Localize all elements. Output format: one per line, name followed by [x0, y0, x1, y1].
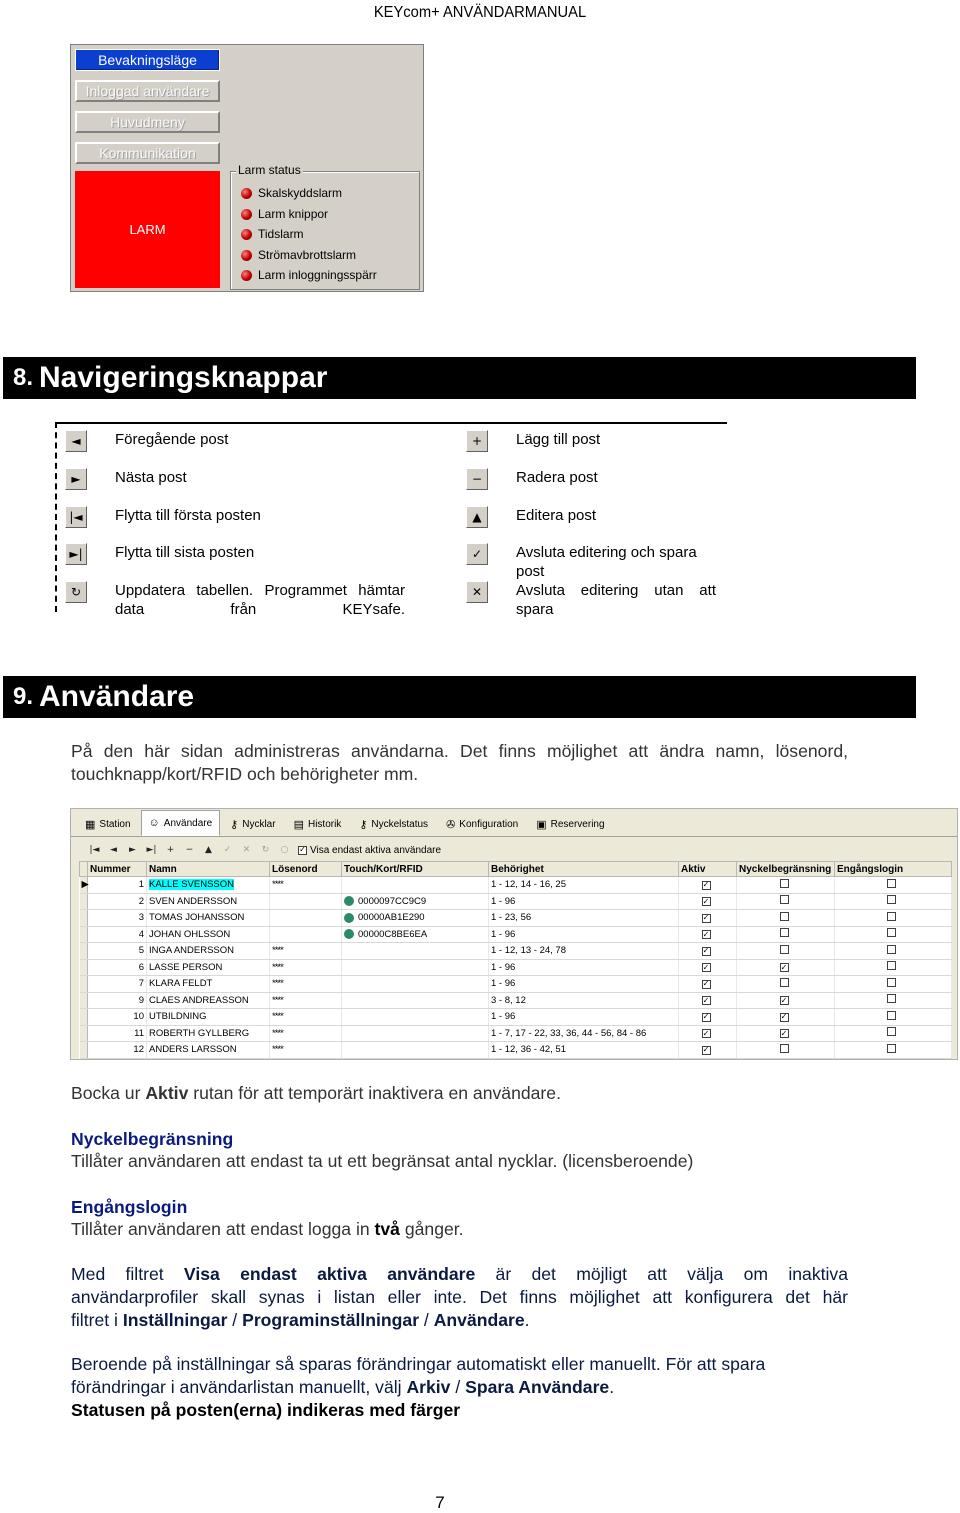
record-toolbar — [71, 841, 957, 859]
user-tag: 0000097CC9C9 — [342, 893, 489, 910]
red-led-icon — [241, 229, 252, 240]
nav-row-refresh: ↻ Uppdatera tabellen. Programmet hämtar data från KEYsafe. — [65, 581, 405, 619]
user-tag: 00000C8BE6EA — [342, 926, 489, 943]
active-cell — [679, 926, 737, 943]
user-number: 3 — [88, 910, 147, 927]
user-tag — [342, 1009, 489, 1026]
column-header[interactable]: Engångslogin — [835, 862, 952, 877]
row-indicator — [80, 976, 88, 993]
key-limit-checkbox[interactable] — [780, 879, 789, 888]
user-password: **** — [270, 959, 342, 976]
active-checkbox[interactable]: ✓ — [702, 1045, 710, 1055]
row-indicator: ▶ — [80, 877, 88, 894]
active-cell — [679, 893, 737, 910]
users-grid-header — [80, 862, 952, 877]
active-checkbox[interactable]: ✓ — [702, 1012, 710, 1022]
single-login-checkbox[interactable] — [887, 945, 896, 954]
aktiv-paragraph: Bocka ur Aktiv rutan för att temporärt inaktivera en användare. — [71, 1083, 561, 1103]
user-number: 10 — [88, 1009, 147, 1026]
user-password — [270, 910, 342, 927]
active-cell — [679, 959, 737, 976]
user-name[interactable]: ROBERTH GYLLBERG — [147, 1025, 270, 1042]
nav-row-last: ►| Flytta till sista posten — [65, 543, 425, 565]
active-checkbox[interactable]: ✓ — [702, 929, 710, 939]
last-record-icon[interactable]: ►| — [65, 543, 87, 565]
user-tag — [342, 1025, 489, 1042]
user-number: 9 — [88, 992, 147, 1009]
user-authorization: 1 - 96 — [489, 976, 679, 993]
single-login-checkbox[interactable] — [887, 928, 896, 937]
key-limit-checkbox[interactable] — [780, 895, 789, 904]
limit-cell — [737, 943, 835, 960]
column-header[interactable]: Nyckelbegränsning — [737, 862, 835, 877]
nav-row-cancel: ✕ Avsluta editering utan att spara — [466, 581, 716, 619]
once-cell — [835, 926, 952, 943]
user-tag — [342, 943, 489, 960]
active-users-filter[interactable] — [298, 845, 441, 856]
next-record-icon[interactable]: ► — [129, 845, 136, 855]
alarm-status-item: Tidslarm — [241, 227, 304, 241]
users-grid — [79, 861, 951, 1059]
user-name[interactable]: TOMAS JOHANSSON — [147, 910, 270, 927]
previous-record-icon[interactable]: ◄ — [65, 430, 87, 452]
key-icon: ⚷ — [230, 818, 239, 831]
user-name[interactable]: JOHAN OHLSSON — [147, 926, 270, 943]
table-row[interactable] — [80, 943, 952, 960]
key-status-icon: ⚷ — [359, 818, 368, 831]
cancel-x-icon[interactable]: ✕ — [466, 581, 488, 603]
user-authorization: 3 - 8, 12 — [489, 992, 679, 1009]
once-cell — [835, 910, 952, 927]
once-cell — [835, 1025, 952, 1042]
limit-cell — [737, 926, 835, 943]
add-record-icon[interactable]: + — [466, 430, 488, 452]
next-record-icon[interactable]: ► — [65, 468, 87, 490]
nav-row-previous: ◄ Föregående post — [65, 430, 425, 452]
edit-record-icon[interactable]: ▲ — [466, 506, 488, 528]
once-cell — [835, 943, 952, 960]
engang-text: Tillåter användaren att endast logga in två gånger. — [71, 1219, 464, 1239]
red-led-icon — [241, 188, 252, 199]
user-name[interactable]: INGA ANDERSSON — [147, 943, 270, 960]
single-login-checkbox[interactable] — [887, 1011, 896, 1020]
alarm-status-item: Larm inloggningsspärr — [241, 268, 377, 282]
limit-cell — [737, 877, 835, 894]
alarm-status-item: Strömavbrottslarm — [241, 248, 356, 262]
user-tag — [342, 959, 489, 976]
table-row[interactable] — [80, 959, 952, 976]
user-number: 7 — [88, 976, 147, 993]
active-cell — [679, 1025, 737, 1042]
nav-row-delete: − Radera post — [466, 468, 726, 490]
table-row[interactable] — [80, 1025, 952, 1042]
active-checkbox[interactable]: ✓ — [702, 979, 710, 989]
once-cell — [835, 992, 952, 1009]
add-record-icon[interactable]: + — [166, 845, 175, 855]
user-password — [270, 926, 342, 943]
user-name[interactable]: SVEN ANDERSSON — [147, 893, 270, 910]
key-limit-checkbox[interactable]: ✓ — [780, 1012, 788, 1022]
tab-reservation[interactable]: ▣ Reservering — [536, 818, 605, 831]
active-cell — [679, 877, 737, 894]
row-indicator — [80, 910, 88, 927]
key-limit-checkbox[interactable]: ✓ — [780, 1028, 788, 1038]
column-header[interactable]: Touch/Kort/RFID — [342, 862, 489, 877]
active-users-filter-label: Visa endast aktiva användare — [310, 844, 442, 856]
row-indicator — [80, 893, 88, 910]
history-icon: ▤ — [293, 818, 304, 831]
user-password: **** — [270, 1025, 342, 1042]
column-header[interactable]: Aktiv — [679, 862, 737, 877]
user-password — [270, 893, 342, 910]
row-indicator — [80, 943, 88, 960]
alarm-indicator: LARM — [75, 171, 220, 288]
last-record-icon[interactable]: ►| — [146, 845, 157, 855]
tag-icon — [344, 929, 354, 939]
active-checkbox[interactable]: ✓ — [702, 1028, 710, 1038]
column-header[interactable]: Nummer — [88, 862, 147, 877]
once-cell — [835, 959, 952, 976]
active-checkbox[interactable]: ✓ — [702, 880, 710, 890]
delete-record-icon[interactable]: − — [466, 468, 488, 490]
nav-row-edit: ▲ Editera post — [466, 506, 726, 528]
alarm-status-title: Larm status — [238, 163, 301, 177]
row-indicator — [80, 1042, 88, 1059]
alarm-status-item: Larm knippor — [241, 207, 328, 221]
red-led-icon — [241, 209, 252, 220]
user-name[interactable]: LASSE PERSON — [147, 959, 270, 976]
user-name[interactable]: ANDERS LARSSON — [147, 1042, 270, 1059]
single-login-checkbox[interactable] — [887, 912, 896, 921]
user-tag — [342, 877, 489, 894]
monitoring-mode-button[interactable]: Bevakningsläge — [75, 49, 220, 71]
user-authorization: 1 - 23, 56 — [489, 910, 679, 927]
active-cell — [679, 910, 737, 927]
key-limit-checkbox[interactable] — [780, 912, 789, 921]
key-limit-checkbox[interactable]: ✓ — [780, 995, 788, 1005]
users-screen — [70, 808, 958, 1060]
cancel-x-icon[interactable]: ✕ — [242, 845, 251, 855]
active-cell — [679, 943, 737, 960]
user-tag — [342, 976, 489, 993]
active-checkbox[interactable]: ✓ — [702, 946, 710, 956]
single-login-checkbox[interactable] — [887, 879, 896, 888]
main-menu-button[interactable]: Huvudmeny — [75, 111, 220, 133]
active-cell — [679, 992, 737, 1009]
user-authorization: 1 - 12, 13 - 24, 78 — [489, 943, 679, 960]
user-number: 2 — [88, 893, 147, 910]
user-number: 4 — [88, 926, 147, 943]
user-password: **** — [270, 1042, 342, 1059]
nyckel-heading: Nyckelbegränsning — [71, 1129, 234, 1149]
nyckel-text: Tillåter användaren att endast ta ut ett begränsat antal nycklar. (licensberoende) — [71, 1151, 694, 1171]
first-record-icon[interactable]: |◄ — [89, 845, 100, 855]
tab-users[interactable]: ☺ Användare — [141, 810, 221, 836]
row-indicator — [80, 1009, 88, 1026]
user-tag — [342, 1042, 489, 1059]
user-password: **** — [270, 1009, 342, 1026]
save-check-icon[interactable]: ✓ — [466, 543, 488, 565]
user-number: 11 — [88, 1025, 147, 1042]
table-row[interactable] — [80, 992, 952, 1009]
single-login-checkbox[interactable] — [887, 1044, 896, 1053]
filter-paragraph: Med filtret Visa endast aktiva användare är det möjligt att välja om inaktiva användarprofiler skall synas i listan eller inte. Det finns möjlighet att konfigurera det här filtret i Inställningar / Programinställningar / Användare. — [71, 1264, 848, 1330]
main-tabs — [71, 809, 957, 837]
single-login-checkbox[interactable] — [887, 994, 896, 1003]
column-header[interactable]: Namn — [147, 862, 270, 877]
user-authorization: 1 - 96 — [489, 959, 679, 976]
once-cell — [835, 1042, 952, 1059]
single-login-checkbox[interactable] — [887, 895, 896, 904]
user-number: 5 — [88, 943, 147, 960]
nav-row-first: |◄ Flytta till första posten — [65, 506, 425, 528]
active-checkbox[interactable]: ✓ — [702, 962, 710, 972]
section-heading-8: 8. Navigeringsknappar — [3, 357, 916, 399]
table-row[interactable] — [80, 1009, 952, 1026]
active-checkbox[interactable]: ✓ — [702, 913, 710, 923]
user-name[interactable]: KLARA FELDT — [147, 976, 270, 993]
tag-icon — [344, 896, 354, 906]
row-indicator — [80, 926, 88, 943]
row-indicator — [80, 1025, 88, 1042]
user-number: 12 — [88, 1042, 147, 1059]
page-number: 7 — [435, 1493, 445, 1512]
red-led-icon — [241, 270, 252, 281]
previous-record-icon[interactable]: ◄ — [110, 845, 117, 855]
row-indicator — [80, 992, 88, 1009]
once-cell — [835, 1009, 952, 1026]
active-cell — [679, 976, 737, 993]
limit-cell — [737, 959, 835, 976]
limit-cell — [737, 893, 835, 910]
first-record-icon[interactable]: |◄ — [65, 506, 87, 528]
nav-row-save: ✓ Avsluta editering och spara post — [466, 543, 726, 581]
table-row[interactable] — [80, 926, 952, 943]
row-indicator — [80, 959, 88, 976]
intro-paragraph: På den här sidan administreras användarna. Det finns möjlighet att ändra namn, lösenord, touchknapp/kort/RFID och behörigheter mm. — [71, 741, 848, 784]
user-tag — [342, 992, 489, 1009]
station-icon: ▦ — [85, 818, 96, 831]
user-password: **** — [270, 976, 342, 993]
active-users-checkbox[interactable]: ✓ — [299, 845, 306, 854]
tag-icon — [344, 913, 354, 923]
user-authorization: 1 - 7, 17 - 22, 33, 36, 44 - 56, 84 - 86 — [489, 1025, 679, 1042]
red-led-icon — [241, 250, 252, 261]
document-header: KEYcom+ ANVÄNDARMANUAL — [373, 4, 587, 21]
nav-row-next: ► Nästa post — [65, 468, 425, 490]
tab-history[interactable]: ▤ Historik — [293, 818, 342, 831]
tab-configuration[interactable]: ✇ Konfiguration — [446, 818, 519, 831]
single-login-checkbox[interactable] — [887, 961, 896, 970]
active-checkbox[interactable]: ✓ — [702, 896, 710, 906]
tab-keys[interactable]: ⚷ Nycklar — [230, 818, 276, 831]
active-cell — [679, 1042, 737, 1059]
user-name[interactable]: UTBILDNING — [147, 1009, 270, 1026]
tab-station[interactable]: ▦ Station — [85, 818, 131, 831]
once-cell — [835, 893, 952, 910]
tools-icon: ✇ — [446, 818, 456, 831]
tab-key-status[interactable]: ⚷ Nyckelstatus — [359, 818, 429, 831]
alarm-status-item: Skalskyddslarm — [241, 186, 342, 200]
user-password: **** — [270, 943, 342, 960]
once-cell — [835, 877, 952, 894]
navigation-buttons-legend — [55, 418, 727, 618]
limit-cell — [737, 910, 835, 927]
key-limit-checkbox[interactable]: ✓ — [780, 962, 788, 972]
nav-row-add: + Lägg till post — [466, 430, 726, 452]
reservation-icon: ▣ — [536, 818, 547, 831]
user-authorization: 1 - 96 — [489, 1009, 679, 1026]
active-checkbox[interactable]: ✓ — [702, 995, 710, 1005]
user-authorization: 1 - 12, 36 - 42, 51 — [489, 1042, 679, 1059]
delete-record-icon[interactable]: − — [185, 845, 194, 855]
active-cell — [679, 1009, 737, 1026]
single-login-checkbox[interactable] — [887, 978, 896, 987]
user-number: 1 — [88, 877, 147, 894]
user-authorization: 1 - 12, 14 - 16, 25 — [489, 877, 679, 894]
user-name[interactable]: KALLE SVENSSON — [147, 877, 270, 894]
save-check-icon[interactable]: ✓ — [223, 845, 232, 855]
user-tag: 00000AB1E290 — [342, 910, 489, 927]
key-limit-checkbox[interactable] — [780, 928, 789, 937]
limit-cell — [737, 1009, 835, 1026]
user-number: 6 — [88, 959, 147, 976]
key-limit-checkbox[interactable] — [780, 945, 789, 954]
logged-in-user-button[interactable]: Inloggad användare — [75, 80, 220, 102]
once-cell — [835, 976, 952, 993]
refresh-icon[interactable]: ↻ — [261, 845, 270, 855]
save-paragraph: Beroende på inställningar så sparas förändringar automatiskt eller manuellt. För att spara förändringar i användarlistan manuellt, välj Arkiv / Spara Användare. Statusen på posten(erna) indikeras med färger — [71, 1354, 766, 1420]
column-header[interactable]: Behörighet — [489, 862, 679, 877]
engang-heading: Engångslogin — [71, 1197, 188, 1217]
user-name[interactable]: CLAES ANDREASSON — [147, 992, 270, 1009]
alarm-status-group — [230, 163, 420, 290]
table-row[interactable] — [80, 910, 952, 927]
edit-record-icon[interactable]: ▲ — [205, 845, 212, 855]
key-limit-checkbox[interactable] — [780, 1044, 789, 1053]
radio-icon[interactable]: ○ — [280, 845, 289, 855]
limit-cell — [737, 1042, 835, 1059]
single-login-checkbox[interactable] — [887, 1027, 896, 1036]
limit-cell — [737, 992, 835, 1009]
table-row[interactable] — [80, 893, 952, 910]
alarm-panel — [70, 44, 424, 292]
section-heading-9: 9. Användare — [3, 676, 916, 718]
key-limit-checkbox[interactable] — [780, 978, 789, 987]
table-row[interactable] — [80, 976, 952, 993]
table-row[interactable] — [80, 1042, 952, 1059]
user-authorization: 1 - 96 — [489, 893, 679, 910]
users-icon: ☺ — [148, 817, 160, 829]
communication-button[interactable]: Kommunikation — [75, 142, 220, 164]
user-authorization: 1 - 96 — [489, 926, 679, 943]
user-password: **** — [270, 877, 342, 894]
table-row[interactable] — [80, 877, 952, 894]
user-password: **** — [270, 992, 342, 1009]
limit-cell — [737, 976, 835, 993]
limit-cell — [737, 1025, 835, 1042]
refresh-icon[interactable]: ↻ — [65, 581, 87, 603]
column-header[interactable]: Lösenord — [270, 862, 342, 877]
